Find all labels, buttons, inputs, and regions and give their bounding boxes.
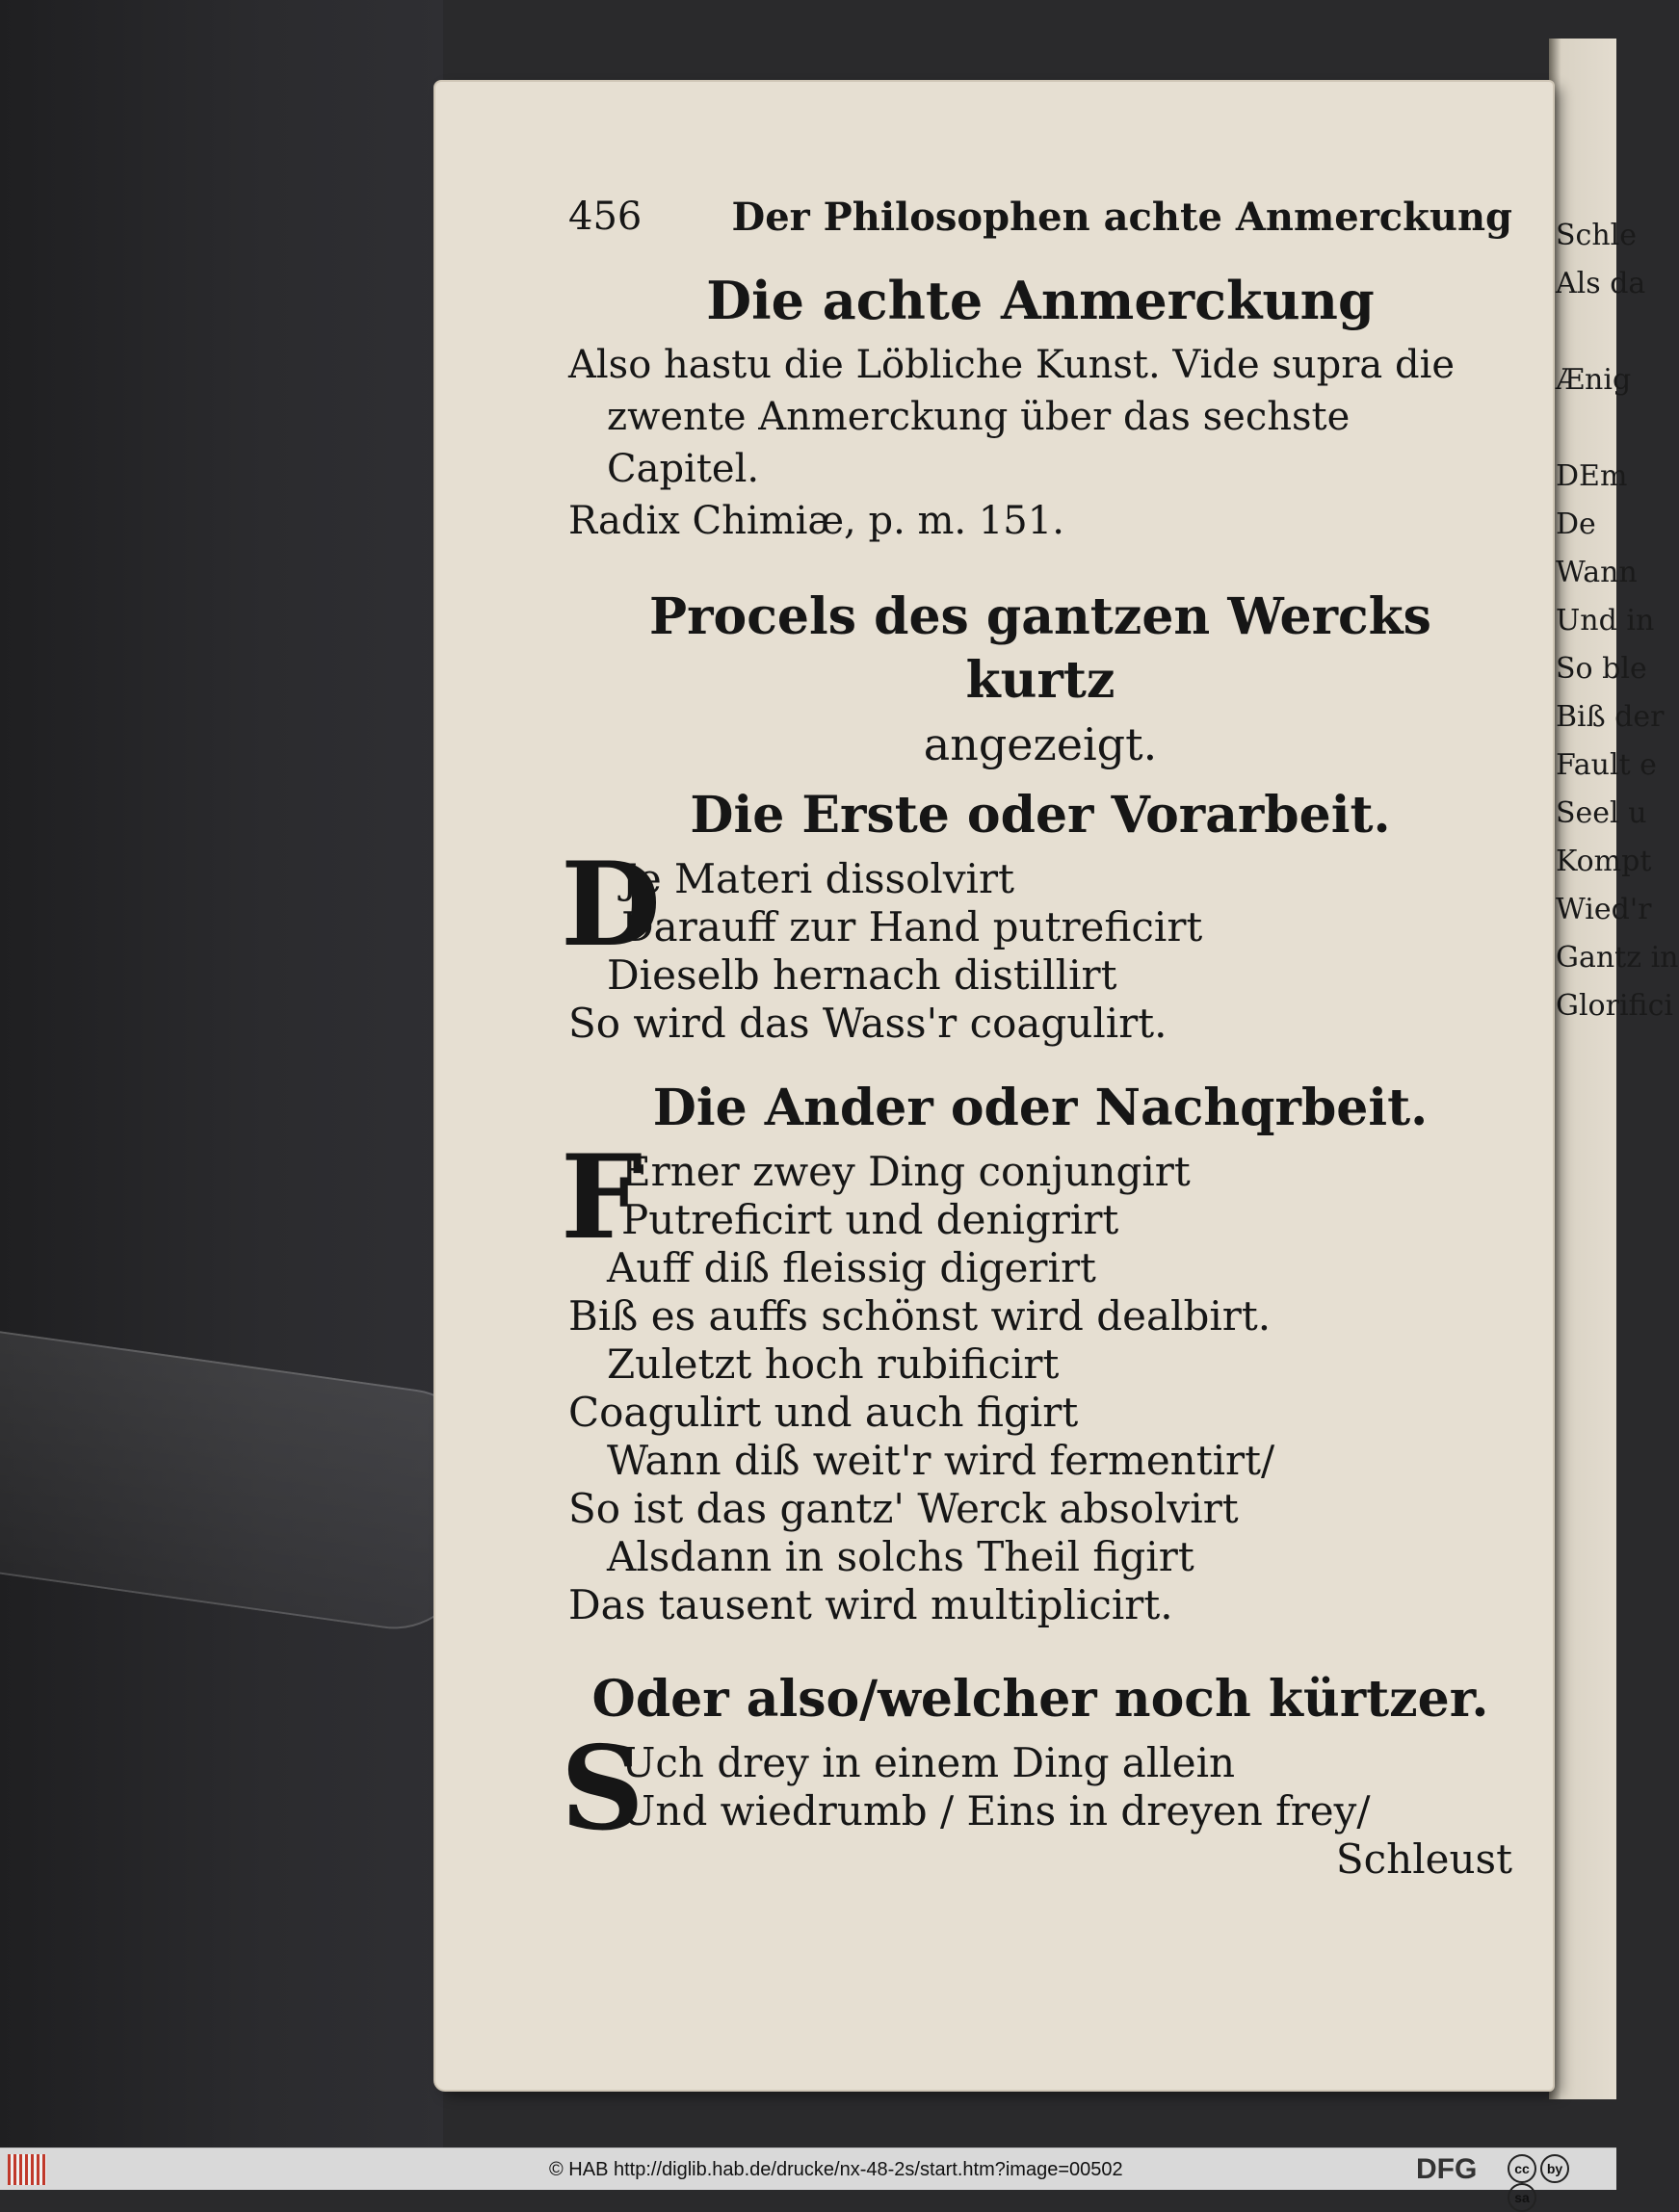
verse-line: Auff diß fleissig digerirt bbox=[607, 1244, 1096, 1291]
cc-icon: cc bbox=[1508, 2154, 1536, 2183]
dropcap: D bbox=[561, 837, 662, 973]
next-page-fragment: Biß der bbox=[1556, 700, 1665, 734]
verse-line: So wird das Wass'r coagulirt. bbox=[568, 1000, 1167, 1047]
header-title: Der Philosophen achte Anmerckung bbox=[731, 194, 1512, 240]
by-icon: by bbox=[1540, 2154, 1569, 2183]
next-page-fragment: Glorifici bbox=[1556, 989, 1673, 1023]
verse-line: Darauff zur Hand putreficirt bbox=[621, 903, 1203, 950]
page-number: 456 bbox=[568, 195, 643, 239]
next-page-fragment bbox=[1556, 308, 1616, 356]
verse-line: Erner zwey Ding conjungirt bbox=[621, 1148, 1191, 1195]
verse-line: Biß es auffs schönst wird dealbirt. bbox=[568, 1292, 1272, 1340]
next-page-fragment: Wied'r bbox=[1556, 893, 1652, 926]
next-page-fragment: Ænig bbox=[1556, 363, 1632, 397]
dfg-logo: DFG bbox=[1416, 2153, 1478, 2185]
part2-title: Die Ander oder Nachqrbeit. bbox=[652, 1079, 1429, 1137]
verse-line: Alsdann in solchs Theil figirt bbox=[607, 1533, 1194, 1580]
paragraph-line: Radix Chimiæ, p. m. 151. bbox=[568, 499, 1064, 543]
verse-part1 bbox=[561, 837, 1512, 1048]
sa-icon: sa bbox=[1508, 2183, 1536, 2212]
verse-line: Uch drey in einem Ding allein bbox=[621, 1739, 1236, 1786]
verse-part2 bbox=[561, 1130, 1512, 1629]
verse-line: So ist das gantz' Werck absolvirt bbox=[568, 1485, 1239, 1532]
verse-line: Zuletzt hoch rubificirt bbox=[607, 1340, 1060, 1388]
verse-line: Dieselb hernach distillirt bbox=[607, 951, 1117, 999]
verse-line: Das tausent wird multiplicirt. bbox=[568, 1581, 1173, 1628]
dropcap: F bbox=[561, 1130, 643, 1265]
section-title: Die achte Anmerckung bbox=[706, 270, 1375, 331]
next-page-fragment: DEm bbox=[1556, 459, 1628, 493]
verse-line: Wann diß weit'r wird fermentirt/ bbox=[607, 1437, 1275, 1484]
next-page-fragment: Als da bbox=[1556, 267, 1646, 300]
background-left bbox=[0, 0, 443, 2147]
verse-part3 bbox=[561, 1721, 1512, 1857]
next-page-fragment: Fault e bbox=[1556, 748, 1657, 782]
paragraph-line: zwente Anmerckung über das sechste Capitel. bbox=[607, 395, 1351, 491]
verse-line: Je Materi dissolvirt bbox=[621, 855, 1014, 902]
part3-title: Oder also/welcher noch kürtzer. bbox=[591, 1670, 1489, 1729]
barcode-icon bbox=[8, 2154, 46, 2185]
next-page-fragment: Und in bbox=[1556, 604, 1655, 638]
source-url[interactable]: © HAB http://diglib.hab.de/drucke/nx-48-2s/start.htm?image=00502 bbox=[549, 2159, 1123, 2180]
part1-title: Die Erste oder Vorarbeit. bbox=[690, 786, 1391, 845]
next-page-fragment: Kompt bbox=[1556, 845, 1652, 878]
next-page-fragment: Wann bbox=[1556, 556, 1638, 589]
paragraph-line: Also hastu die Löbliche Kunst. Vide supra die bbox=[568, 343, 1456, 387]
next-page-fragment: Schle bbox=[1556, 219, 1638, 252]
next-page-fragment: De bbox=[1556, 507, 1596, 541]
next-page-fragments bbox=[1556, 212, 1679, 1175]
verse-line: Und wiedrumb / Eins in dreyen frey/ bbox=[621, 1787, 1371, 1835]
next-page-fragment bbox=[1556, 404, 1616, 453]
verse-line: Putreficirt und denigrirt bbox=[621, 1196, 1119, 1243]
catchword: Schleust bbox=[1335, 1835, 1512, 1883]
process-title: Procels des gantzen Wercks kurtz bbox=[649, 587, 1431, 710]
license-badge[interactable] bbox=[1508, 2154, 1604, 2205]
verse-line: Coagulirt und auch figirt bbox=[568, 1389, 1079, 1436]
next-page-fragment: So ble bbox=[1556, 652, 1647, 686]
page-content bbox=[561, 183, 1512, 1884]
running-header bbox=[568, 183, 1512, 250]
process-subtitle: angezeigt. bbox=[923, 718, 1158, 770]
next-page-fragment: Seel u bbox=[1556, 796, 1647, 830]
viewer-footer bbox=[0, 2147, 1616, 2205]
section-paragraph bbox=[568, 339, 1512, 547]
next-page-fragment: Gantz in bbox=[1556, 941, 1679, 975]
dropcap: S bbox=[561, 1721, 644, 1857]
